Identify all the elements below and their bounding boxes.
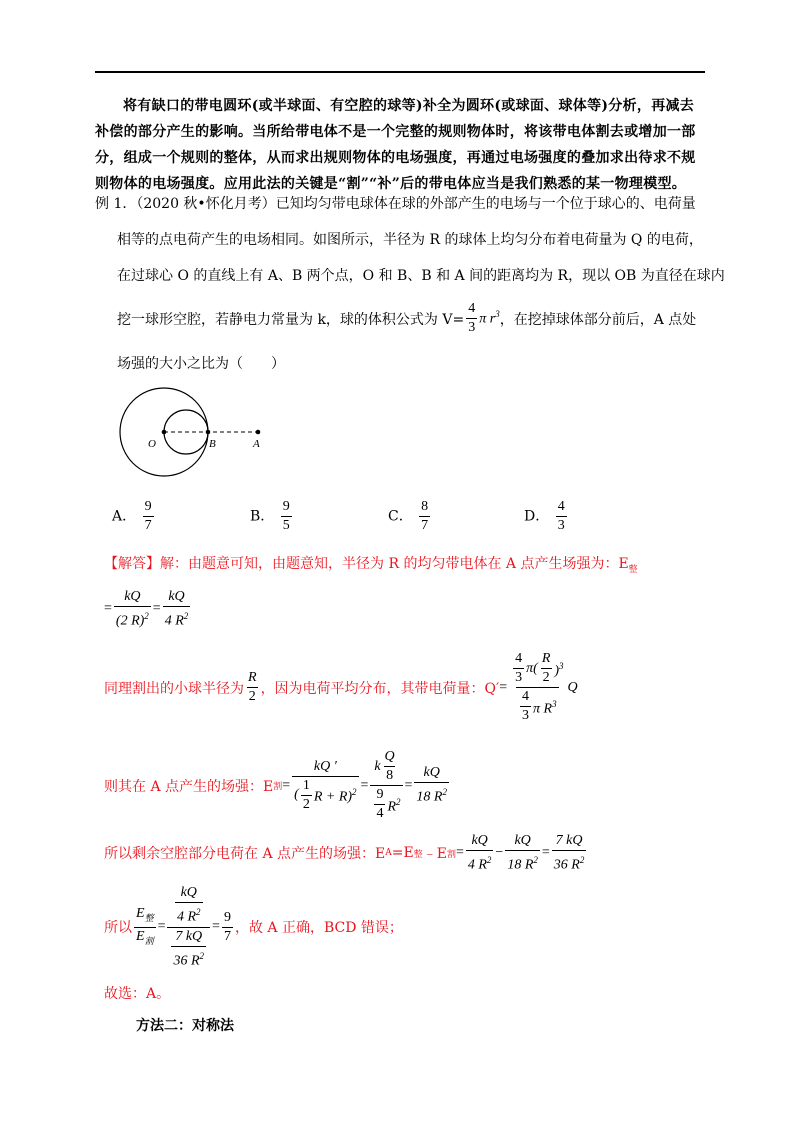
option-d-fraction: $\frac{4}{3}$ [557,499,565,533]
option-b-letter: B． [250,508,275,525]
point-a [256,430,261,435]
cut-mid: ，因为电荷平均分布，其带电荷量：Q′ [260,680,500,697]
example-line-4-pre: 挖一球形空腔，若静电力常量为 k，球的体积公式为 V= [117,311,465,328]
example-line-4 [117,300,696,337]
example-line-4-post: ，在挖掉球体部分前后，A 点处 [499,311,697,328]
solution-ratio-line [104,884,403,970]
ratio-pre: 所以 [104,920,132,937]
solution-head [104,553,638,575]
rem-sub-a: A [385,848,392,859]
volume-fraction: $\frac{4}{3}$ [468,301,476,335]
sphere-diagram [112,385,282,485]
solution-remaining-line [104,832,588,875]
method-two-heading: 方法二：对称法 [136,1018,234,1034]
option-d-letter: D． [524,508,550,525]
solution-answer: 故选：A。 [104,986,171,1002]
ratio-post: ，故 A 正确，BCD 错误； [234,920,403,937]
solution-head-sub: 整 [628,564,638,575]
point-b [206,430,211,435]
example-line-3: 在过球心 O 的直线上有 A、B 两个点，O 和 B、B 和 A 间的距离均为 R，现以 OB 为直径在球内 [117,268,725,284]
point-o [162,430,167,435]
option-b-fraction: $\frac{9}{5}$ [282,499,290,533]
option-c [388,498,432,535]
rem-sub-whole: 整 [413,849,423,860]
field-sub: 割 [273,782,283,792]
formula-e-whole: = $\frac{kQ}{(2 R)^2}$ = $\frac{kQ}{4 R^2}$ [104,589,189,629]
solution-head-text: 【解答】解：由题意可知，由题意知，半径为 R 的均匀带电体在 A 点产生场强为：E [104,556,629,572]
example-line-2: 相等的点电荷产生的电场相同。如图所示，半径为 R 的球体上均匀分布着电荷量为 Q 的电荷， [117,232,703,248]
option-a [112,498,156,535]
intro-paragraph: 将有缺口的带电圆环(或半球面、有空腔的球等)补全为圆环(或球面、球体等)分析，再减去补偿的部分产生的影响。当所给带电体不是一个完整的规则物体时，将该带电体割去或增加一部分，组成一个规则的整体，从而求出规则物体的电场强度，再通过电场强度的叠加求出待求不规则物体的电场强度。应用此法的关键是“割”“补”后的带电体应当是我们熟悉的某一物理模型。 [95,98,696,192]
option-a-fraction: $\frac{9}{7}$ [144,499,152,533]
volume-formula-tail: π $r^3$ [479,309,500,327]
label-b: B [209,438,216,450]
ratio-formula: $\frac{E_整}{E_割}$ = $\frac{\frac{kQ}{4 R^2}}{\frac{7 kQ}{36 R^2}}$ = $\frac{9}{7}$ [136,885,231,969]
label-o: O [148,438,156,450]
option-a-letter: A． [112,508,137,525]
charge-formula: = $\frac{4}{3}$ π( $\frac{R}{2}$ )$^3$ $\frac{4}{3}$ π $R^3$ Q [499,651,578,723]
option-d [524,498,569,535]
remaining-formula: = $\frac{kQ}{4 R^2}$ − $\frac{kQ}{18 R^2}$ = $\frac{7 kQ}{36 R^2}$ [455,833,585,873]
rem-minus: ﹣E [422,846,447,863]
example-line-5: 场强的大小之比为（ ） [117,356,285,372]
option-c-letter: C． [388,508,413,525]
example-line-1: 例 1．（2020 秋•怀化月考）已知均匀带电球体在球的外部产生的电场与一个位于球心的、电荷量 [95,196,696,212]
field-formula: = kQ ′ ( $\frac{1}{2}$ R + R)$^2$ = k $\frac{Q}{8}$ $\frac{9}{4}$ $R^2$ = $\frac{kQ}{18 R^2}$ [282,749,447,821]
rem-mid: =E [391,845,414,862]
solution-cut-line: 同理割出的小球半径为 $\frac{R}{2}$ ，因为电荷平均分布，其带电荷量：Q′ = $\frac{4}{3}$ π( $\frac{R}{2}$ )$^3$ $\frac{4}{3}$ π $R^3$ Q [104,651,578,723]
label-a: A [253,438,260,450]
rem-pre: 所以剩余空腔部分电荷在 A 点产生的场强：E [104,846,386,863]
option-b [250,498,294,535]
option-c-fraction: $\frac{8}{7}$ [421,499,429,533]
solution-field-line [104,748,451,823]
cut-pre: 同理割出的小球半径为 [104,680,244,697]
rem-sub-cut: 割 [446,849,456,860]
field-pre: 则其在 A 点产生的场强：E [104,778,274,795]
top-rule [95,71,705,73]
